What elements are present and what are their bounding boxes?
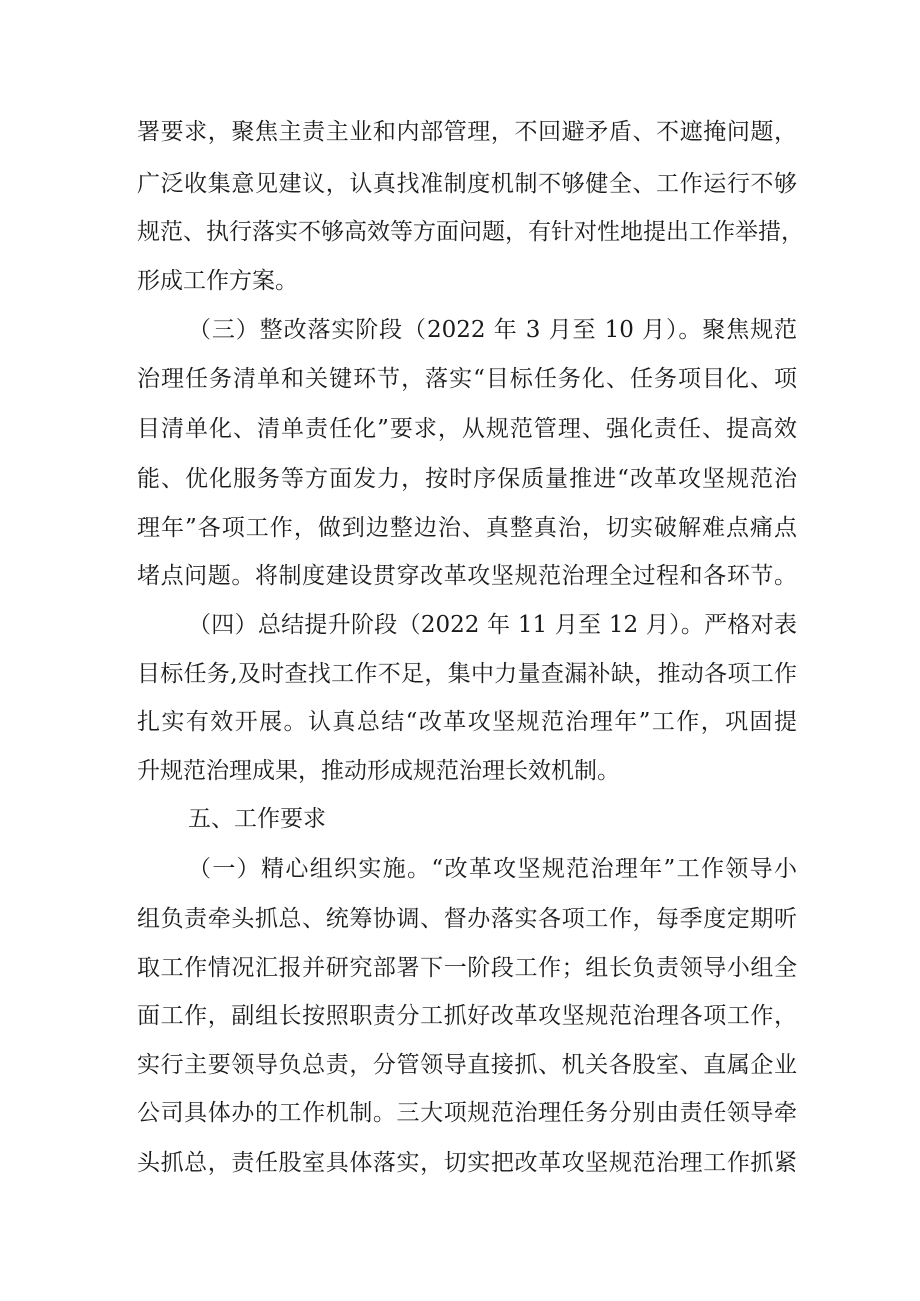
text-line-14: 升规范治理成果，推动形成规范治理长效机制。 bbox=[137, 758, 620, 784]
text-line-2: 广泛收集意见建议，认真找准制度机制不够健全、工作运行不够 bbox=[137, 171, 797, 197]
text-line-1: 署要求，聚焦主责主业和内部管理，不回避矛盾、不遮掩问题， bbox=[137, 119, 797, 145]
text-line-6: 治理任务清单和关键环节，落实“目标任务化、任务项目化、项 bbox=[137, 366, 797, 392]
text-line-13: 扎实有效开展。认真总结“改革攻坚规范治理年”工作，巩固提 bbox=[137, 709, 797, 735]
text-line-22: 头抓总，责任股室具体落实，切实把改革攻坚规范治理工作抓紧 bbox=[137, 1150, 797, 1176]
subsection-heading-1: （一）精心组织实施。“改革攻坚规范治理年”工作领导小 bbox=[188, 856, 797, 882]
text-line-7: 目清单化、清单责任化”要求，从规范管理、强化责任、提高效 bbox=[137, 416, 797, 442]
text-line-19: 面工作，副组长按照职责分工抓好改革攻坚规范治理各项工作， bbox=[137, 1003, 797, 1029]
section-heading-3: （三）整改落实阶段（2022 年 3 月至 10 月）。聚焦规范 bbox=[188, 317, 797, 343]
text-line-4: 形成工作方案。 bbox=[137, 268, 298, 294]
text-line-20: 实行主要领导负总责，分管领导直接抓、机关各股室、直属企业 bbox=[137, 1052, 797, 1078]
text-line-18: 取工作情况汇报并研究部署下一阶段工作；组长负责领导小组全 bbox=[137, 955, 797, 981]
text-line-10: 堵点问题。将制度建设贯穿改革攻坚规范治理全过程和各环节。 bbox=[137, 563, 797, 589]
text-line-8: 能、优化服务等方面发力，按时序保质量推进“改革攻坚规范治 bbox=[137, 466, 797, 492]
text-line-21: 公司具体办的工作机制。三大项规范治理任务分别由责任领导牵 bbox=[137, 1100, 797, 1126]
text-line-3: 规范、执行落实不够高效等方面问题，有针对性地提出工作举措， bbox=[137, 219, 804, 245]
section-heading-4: （四）总结提升阶段（2022 年 11 月至 12 月）。严格对表 bbox=[188, 612, 797, 638]
text-line-9: 理年”各项工作，做到边整边治、真整真治，切实破解难点痛点 bbox=[137, 515, 797, 541]
text-line-17: 组负责牵头抓总、统筹协调、督办落实各项工作，每季度定期听 bbox=[137, 906, 797, 932]
section-title-5: 五、工作要求 bbox=[188, 806, 326, 832]
text-line-12: 目标任务,及时查找工作不足，集中力量查漏补缺，推动各项工作 bbox=[137, 661, 797, 687]
